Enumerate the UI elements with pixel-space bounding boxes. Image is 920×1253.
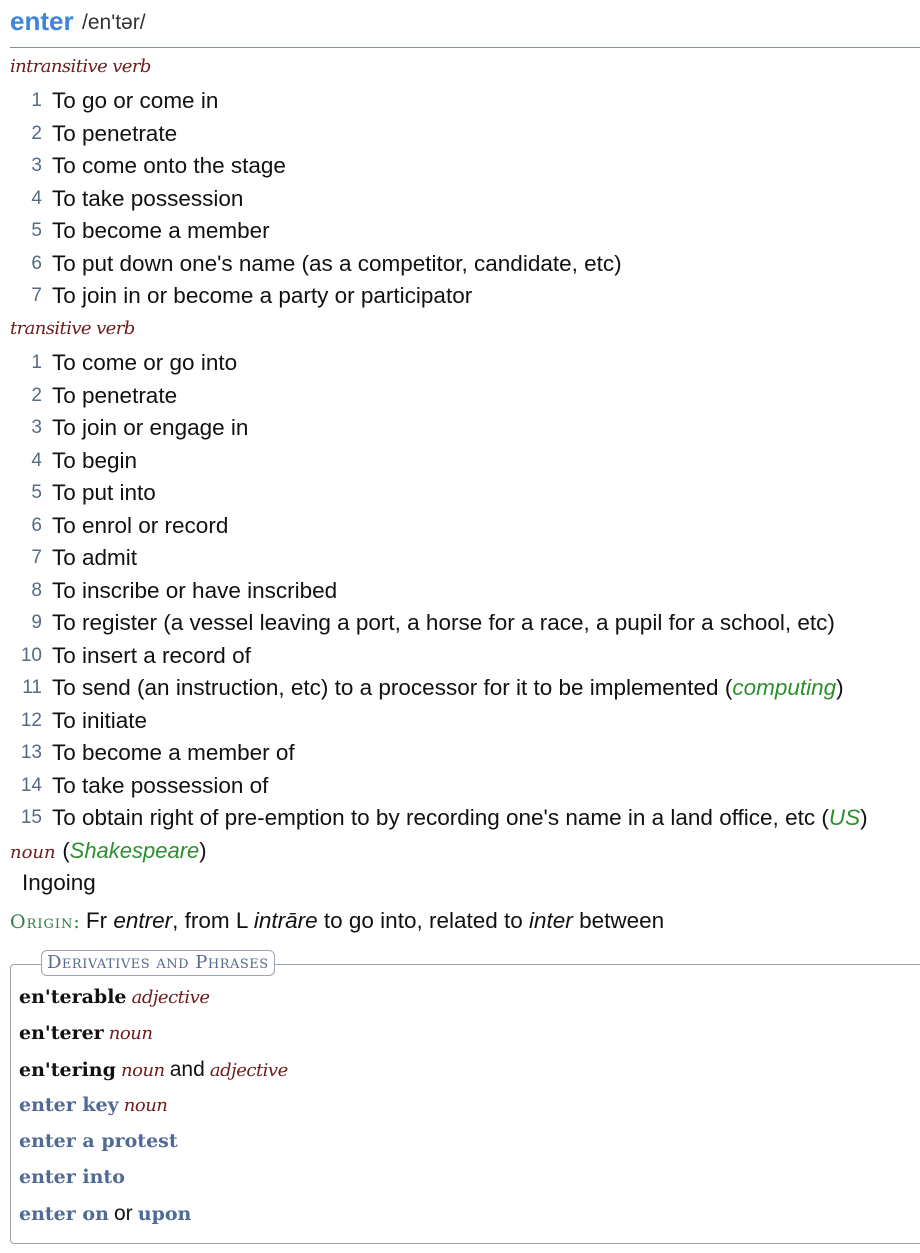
sense-number: 3 [31,417,42,438]
sense-definition: To inscribe or have inscribed [52,577,338,603]
pos-transitive-verb: transitive verb [10,318,135,339]
derivative-pos: adjective [131,987,210,1008]
sense-definition: To enrol or record [52,512,229,538]
entry-header [10,4,920,48]
sense-definition: To send (an instruction, etc) to a processor for it to be implemented (computing) [52,675,844,700]
derivative-pos: noun [108,1023,153,1044]
derivative-row [19,1130,178,1160]
sense-definition: To take possession of [52,772,269,798]
sense-definition: To become a member of [52,740,295,765]
pos-intransitive-verb: intransitive verb [10,56,151,77]
derivative-headword: en'terer [19,1022,104,1044]
derivative-pos: noun [121,1060,165,1081]
usage-label-shakespeare[interactable]: Shakespeare [69,838,200,863]
conjunction: and [169,1058,205,1081]
sense-definition: To become a member [52,218,270,243]
sense-number: 6 [31,514,42,536]
paren-close: ) [199,838,207,863]
sense-number: 13 [20,742,42,763]
sense-number: 7 [31,285,42,306]
sense-number: 2 [31,384,42,406]
derivative-row [19,1094,167,1124]
sense-definition: To put into [52,480,156,505]
sense-number: 14 [20,774,42,796]
sense-definition: To penetrate [52,120,178,146]
sense-number: 1 [31,90,42,111]
sense-definition: To obtain right of pre-emption to by recording one's name in a land office, etc (US) [52,805,868,830]
phrase-link[interactable]: enter into [19,1166,125,1188]
usage-label[interactable]: computing [732,675,837,700]
sense-number: 11 [22,677,42,698]
noun-definition: Ingoing [22,870,96,895]
phrase-link[interactable]: upon [137,1203,192,1225]
sense-number: 1 [31,352,42,373]
paren-open: ( [62,838,70,863]
origin-label: Origin: [10,911,81,933]
derivative-row [19,986,209,1016]
sense-number: 7 [31,547,42,568]
origin-text: Fr entrer, from L intrāre to go into, related to inter between [85,908,665,933]
sense-number: 5 [31,482,42,503]
derivative-headword: en'tering [19,1059,116,1081]
sense-definition: To penetrate [52,382,178,408]
sense-definition: To insert a record of [52,642,251,668]
derivative-headword: en'terable [19,986,127,1008]
sense-definition: To go or come in [52,88,219,113]
sense-number: 6 [31,252,42,274]
derivative-row [19,1058,288,1088]
sense-definition: To take possession [52,185,244,211]
sense-number: 5 [31,220,42,241]
sense-definition: To come onto the stage [52,153,286,178]
origin-line [10,908,664,934]
sense-number: 12 [20,709,42,731]
phrase-link[interactable]: enter key [19,1094,119,1116]
sense-definition: To join in or become a party or participator [52,283,473,308]
conjunction: or [113,1202,133,1225]
sense-definition: To begin [52,447,138,473]
sense-number: 10 [20,644,42,666]
sense-definition: To initiate [52,707,148,733]
sense-number: 4 [31,449,42,471]
pronunciation: /en'tər/ [82,11,146,34]
sense-definition: To come or go into [52,350,238,375]
sense-number: 4 [31,187,42,209]
phrase-link[interactable]: enter on [19,1203,109,1225]
sense-definition: To put down one's name (as a competitor, candidate, etc) [52,250,622,276]
headword: enter [10,6,74,36]
derivatives-title: Derivatives and Phrases [41,950,275,976]
sense-definition: To admit [52,545,138,570]
sense-definition: To join or engage in [52,415,249,440]
pos-noun: noun [10,842,56,863]
derivative-row [19,1202,191,1232]
derivative-pos: noun [123,1095,168,1116]
sense-number: 3 [31,155,42,176]
noun-pos-line [10,838,207,864]
sense-number: 9 [31,612,42,633]
derivative-row [19,1166,125,1196]
usage-label[interactable]: US [828,805,861,830]
sense-number: 2 [31,122,42,144]
derivative-pos: adjective [209,1060,288,1081]
sense-number: 15 [20,807,42,828]
phrase-link[interactable]: enter a protest [19,1130,178,1152]
derivative-row [19,1022,152,1052]
sense-number: 8 [31,579,42,601]
sense-definition: To register (a vessel leaving a port, a horse for a race, a pupil for a school, etc) [52,610,835,635]
